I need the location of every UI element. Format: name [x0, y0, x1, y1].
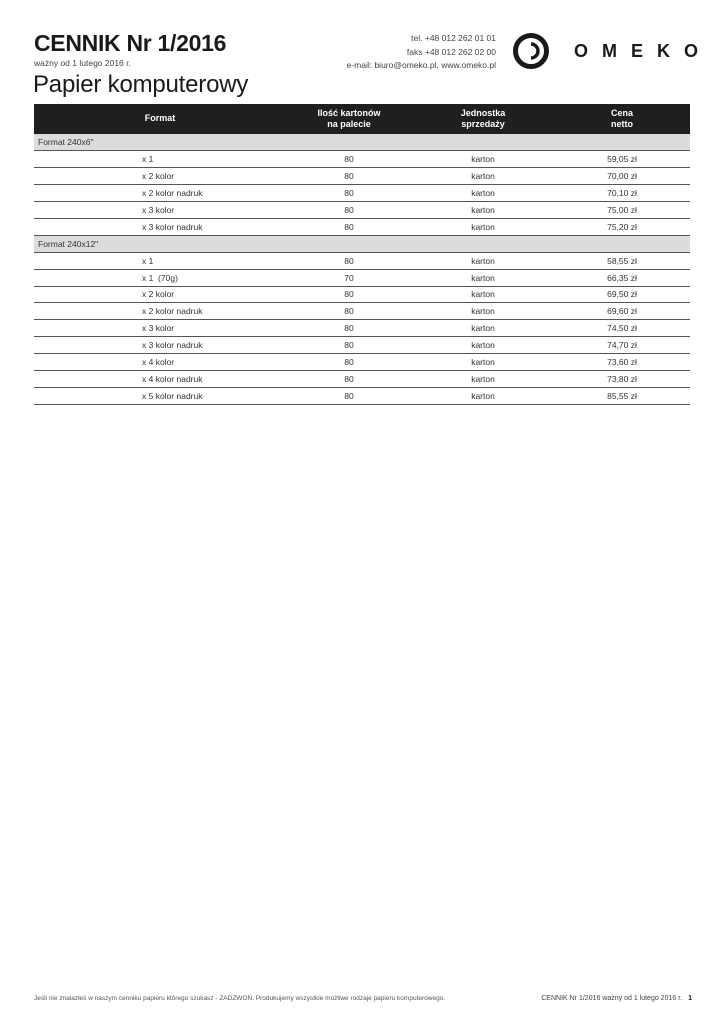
email-web-text: e-mail: biuro@omeko.pl, www.omeko.pl [346, 60, 496, 70]
table-row: x 4 kolor 80 karton 73,60 zł [34, 354, 690, 371]
header-cartons: Ilość kartonów na palecie [286, 104, 412, 134]
footer-doc-ref: CENNIK Nr 1/2016 ważny od 1 lutego 2016 r. [541, 995, 683, 1002]
table-row: x 2 kolor 80 karton 69,50 zł [34, 286, 690, 303]
logo-text: OMEKO [574, 41, 713, 61]
header-unit: Jednostka sprzedaży [412, 104, 554, 134]
table-row: x 1 (70g) 70 karton 66,35 zł [34, 269, 690, 286]
table-row: x 2 kolor 80 karton 70,00 zł [34, 168, 690, 185]
table-row: x 3 kolor nadruk 80 karton 75,20 zł [34, 218, 690, 235]
table-header-row [34, 104, 690, 134]
table-row: x 2 kolor nadruk 80 karton 70,10 zł [34, 185, 690, 202]
table-row: x 2 kolor nadruk 80 karton 69,60 zł [34, 303, 690, 320]
document-subtitle: Papier komputerowy [33, 71, 249, 98]
footer-reference [541, 995, 692, 1002]
page-number: 1 [688, 995, 692, 1002]
valid-from-text: ważny od 1 lutego 2016 r. [34, 58, 131, 68]
table-row: x 3 kolor nadruk 80 karton 74,70 zł [34, 337, 690, 354]
omeko-logo-icon [512, 32, 550, 70]
contact-block [347, 32, 496, 73]
table-row: x 1 80 karton 58,55 zł [34, 252, 690, 269]
group-row: Format 240x6" [34, 134, 690, 151]
footer-note: Jeśli nie znalazłeś w naszym cenniku papieru którego szukasz - ZADZWOŃ. Produkujemy wszystkie możliwe rodzaje papieru komputerowego. [34, 995, 446, 1002]
table-row: x 3 kolor 80 karton 75,00 zł [34, 202, 690, 219]
omeko-logo [512, 32, 713, 72]
fax-text: faks +48 012 262 02 00 [406, 46, 496, 57]
group-row: Format 240x12" [34, 235, 690, 252]
table-row: x 3 kolor 80 karton 74,50 zł [34, 320, 690, 337]
table-row: x 4 kolor nadruk 80 karton 73,80 zł [34, 370, 690, 387]
price-table [34, 104, 690, 405]
header-price: Cena netto [554, 104, 690, 134]
document-title: CENNIK Nr 1/2016 [34, 30, 227, 56]
phone-text: tel. +48 012 262 01 01 [411, 33, 496, 43]
table-row: x 1 80 karton 59,05 zł [34, 151, 690, 168]
header-format: Format [34, 104, 286, 134]
table-row: x 5 kolor nadruk 80 karton 85,55 zł [34, 387, 690, 404]
